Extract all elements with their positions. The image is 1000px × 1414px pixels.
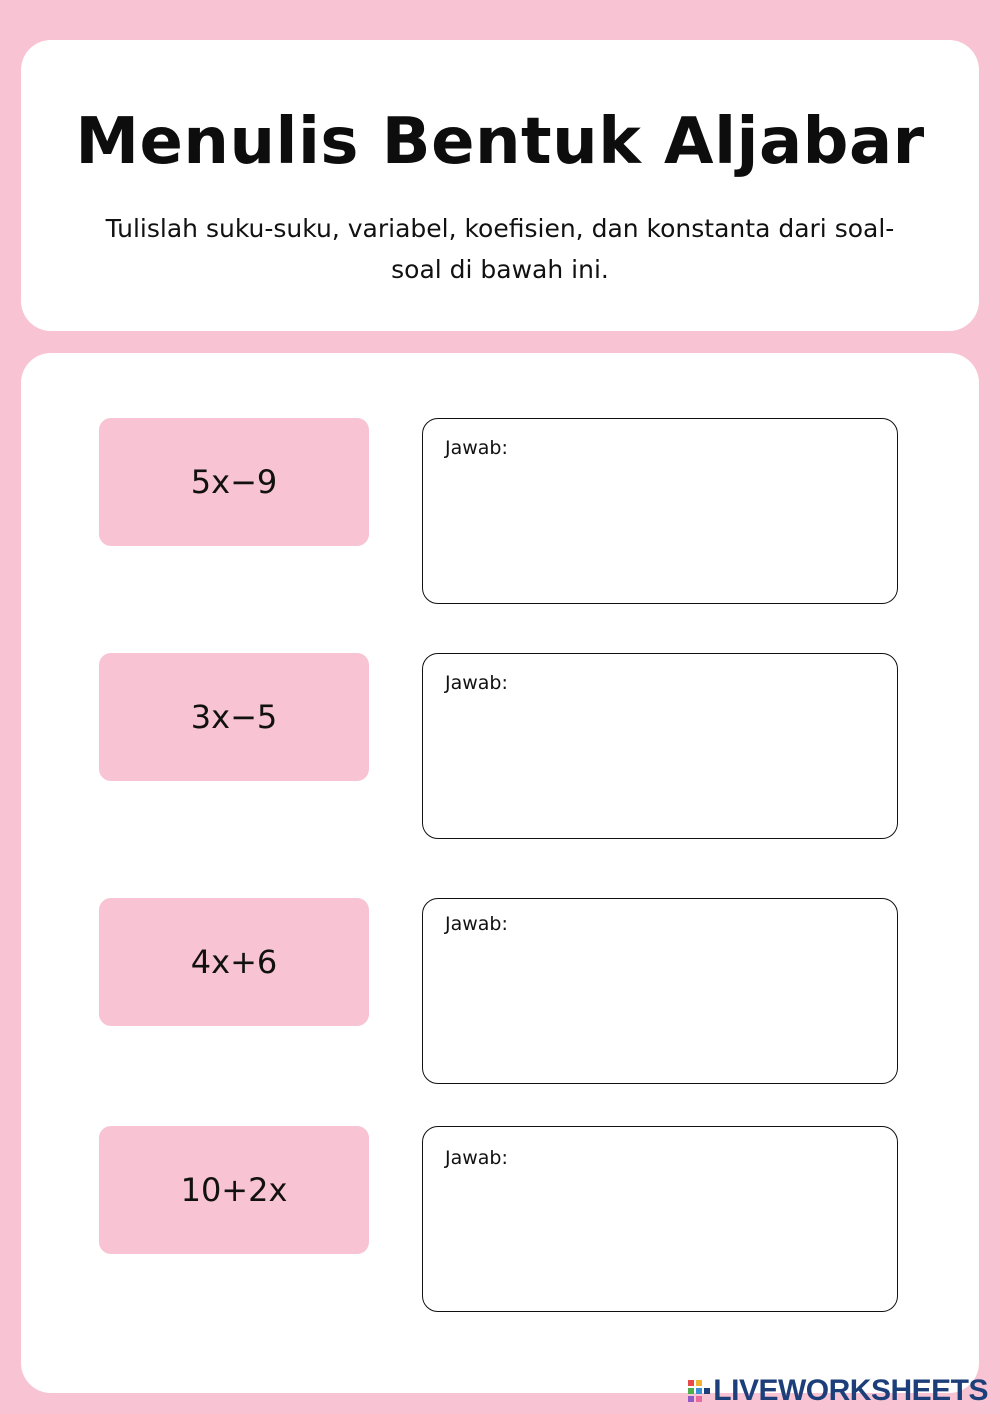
answer-field[interactable] bbox=[422, 1126, 898, 1312]
answer-field[interactable] bbox=[422, 898, 898, 1084]
answer-field[interactable] bbox=[422, 653, 898, 839]
answer-label: Jawab: bbox=[445, 672, 508, 694]
answer-label: Jawab: bbox=[445, 913, 508, 935]
answer-field[interactable] bbox=[422, 418, 898, 604]
expression-box bbox=[99, 653, 369, 781]
liveworksheets-logo-icon bbox=[688, 1380, 710, 1402]
expression-text: 3x−5 bbox=[190, 698, 278, 736]
answer-label: Jawab: bbox=[445, 1147, 508, 1169]
answer-label: Jawab: bbox=[445, 437, 508, 459]
liveworksheets-watermark bbox=[688, 1374, 988, 1408]
expression-text: 4x+6 bbox=[190, 943, 278, 981]
expression-box bbox=[99, 418, 369, 546]
page-title: Menulis Bentuk Aljabar bbox=[75, 105, 925, 179]
header-card bbox=[21, 40, 979, 331]
questions-card bbox=[21, 353, 979, 1393]
expression-text: 5x−9 bbox=[190, 463, 278, 501]
expression-text: 10+2x bbox=[180, 1171, 288, 1209]
expression-box bbox=[99, 1126, 369, 1254]
instructions-text: Tulislah suku-suku, variabel, koefisien, dan konstanta dari soal-soal di bawah ini. bbox=[105, 214, 895, 284]
expression-box bbox=[99, 898, 369, 1026]
watermark-text: LIVEWORKSHEETS bbox=[713, 1374, 988, 1407]
